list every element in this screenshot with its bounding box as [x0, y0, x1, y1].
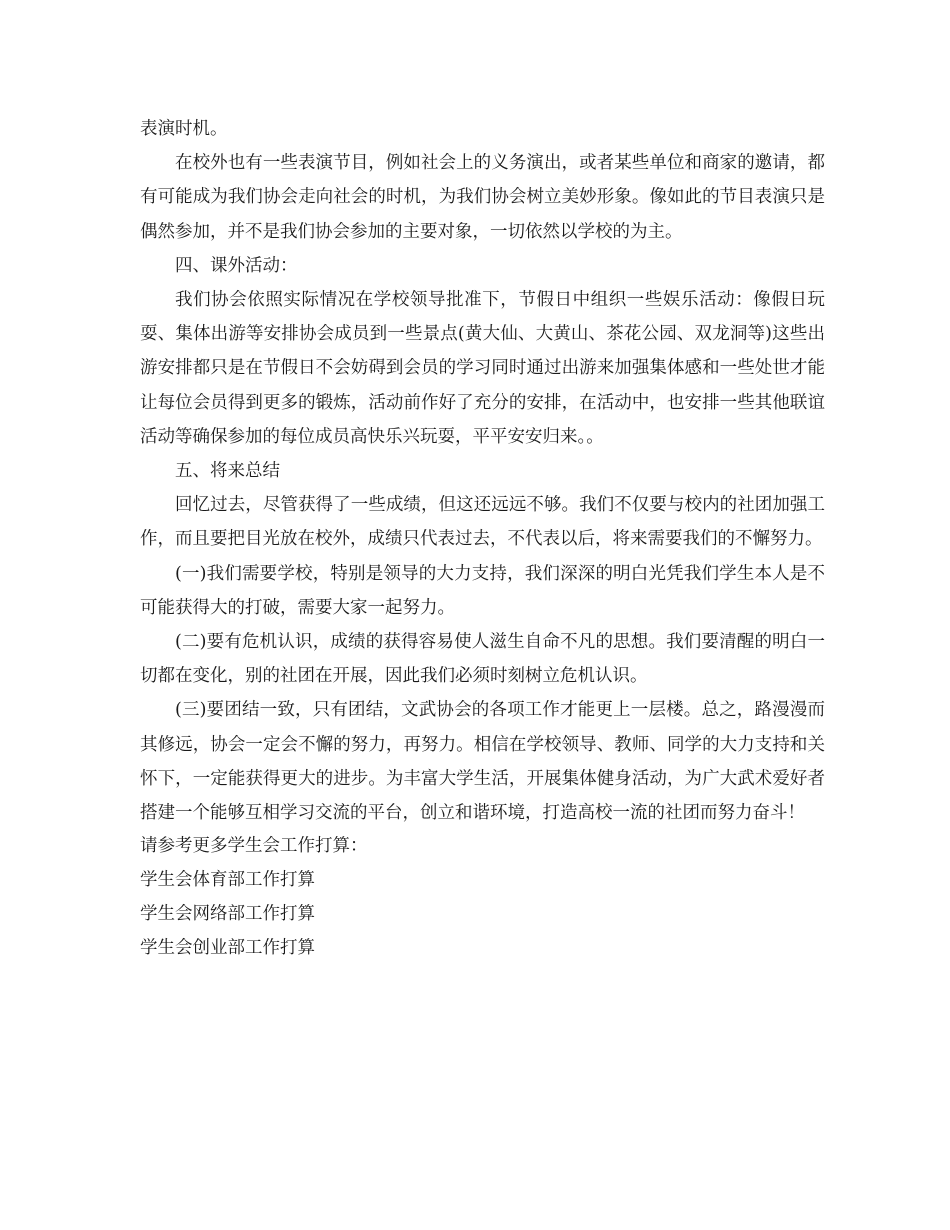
paragraph-8: (二)要有危机认识，成绩的获得容易使人滋生自命不凡的思想。我们要清醒的明白一切都在变化，别的社团在开展，因此我们必须时刻树立危机认识。	[140, 632, 825, 687]
paragraph-6: 回忆过去，尽管获得了一些成绩，但这还远远不够。我们不仅要与校内的社团加强工作，而且要把目光放在校外，成绩只代表过去，不代表以后，将来需要我们的不懈努力。	[140, 495, 825, 550]
related-link-sports[interactable]: 学生会体育部工作打算	[140, 870, 315, 891]
document-body	[140, 112, 825, 965]
paragraph-1: 表演时机。	[140, 119, 228, 139]
related-links-lead: 请参考更多学生会工作打算：	[140, 836, 368, 857]
paragraph-9: (三)要团结一致，只有团结，文武协会的各项工作才能更上一层楼。总之，路漫漫而其修远，协会一定会不懈的努力，再努力。相信在学校领导、教师、同学的大力支持和关怀下，一定能获得更大的进步。为丰富大学生活，开展集体健身活动，为广大武术爱好者搭建一个能够互相学习交流的平台，创立和谐环境，打造高校一流的社团而努力奋斗！	[140, 700, 825, 824]
section-heading-extracurricular: 四、课外活动：	[175, 255, 298, 276]
paragraph-7: (一)我们需要学校，特别是领导的大力支持，我们深深的明白光凭我们学生本人是不可能获得大的打破，需要大家一起努力。	[140, 563, 825, 618]
paragraph-4: 我们协会依照实际情况在学校领导批准下，节假日中组织一些娱乐活动：像假日玩耍、集体出游等安排协会成员到一些景点(黄大仙、大黄山、茶花公园、双龙洞等)这些出游安排都只是在节假日不会妨碍到会员的学习同时通过出游来加强集体感和一些处世才能让每位会员得到更多的锻炼，活动前作好了充分的安排，在活动中，也安排一些其他联谊活动等确保参加的每位成员高快乐兴玩耍，平平安安归来。。	[140, 290, 825, 447]
related-link-startup[interactable]: 学生会创业部工作打算	[140, 937, 315, 958]
related-links	[140, 830, 825, 965]
paragraph-2: 在校外也有一些表演节目，例如社会上的义务演出，或者某些单位和商家的邀请，都有可能成为我们协会走向社会的时机，为我们协会树立美妙形象。像如此的节目表演只是偶然参加，并不是我们协会参加的主要对象，一切依然以学校的为主。	[140, 153, 825, 242]
section-heading-summary: 五、将来总结	[175, 461, 280, 482]
related-link-network[interactable]: 学生会网络部工作打算	[140, 903, 315, 924]
